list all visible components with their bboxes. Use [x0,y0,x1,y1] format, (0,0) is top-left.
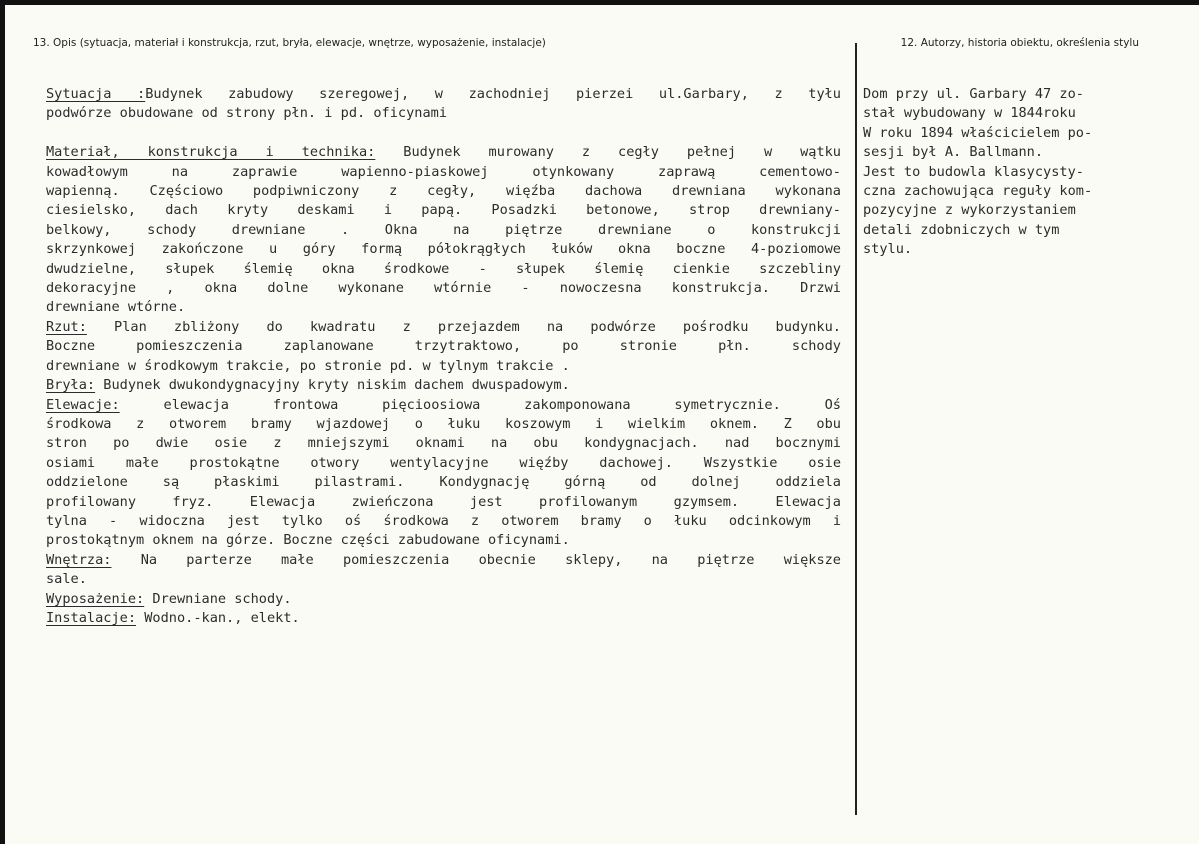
description-line [46,221,841,240]
description-line [46,124,841,143]
description-line [46,415,841,434]
line-text: Budynek dwukondygnacyjny kryty niskim dachem dwuspadowym. [95,377,570,394]
section-label: Sytuacja : [46,86,146,102]
line-text: profilowany fryz. Elewacja zwieńczona jest profilowanym gzymsem. Elewacja [46,493,841,510]
section-label: Instalacje: [46,609,137,626]
line-text: oddzielone są płaskimi pilastrami. Kondygnację górną od dolnej oddziela [46,474,841,491]
line-text: elewacja frontowa pięcioosiowa zakomponowana symetrycznie. Oś [119,396,841,413]
line-text: prostokątnym oknem na górze. Boczne części zabudowane oficynami. [46,532,570,549]
section-label: Rzut: [46,318,87,335]
description-line [46,531,841,550]
history-line: stał wybudowany w 1844roku [863,105,1076,122]
line-text: sale. [46,571,87,588]
line-text: środkowa z otworem bramy wjazdowej o łuku koszowym i wielkim oknem. Z obu [46,415,841,432]
history-line: Dom przy ul. Garbary 47 zo- [863,86,1084,102]
description-line [46,609,841,628]
line-text: Budynek zabudowy szeregowej, w zachodniej pierzei ul.Garbary, z tyłu [145,86,841,102]
section-label: Elewacje: [46,396,120,413]
history-line: W roku 1894 właścicielem po- [863,124,1093,141]
line-text: drewniane w środkowym trakcie, po stronie pd. w tylnym trakcie . [46,357,570,374]
line-text: ciesielsko, dach kryty deskami i papą. Posadzki betonowe, strop drewniany- [46,202,841,219]
description-section-header: 13. Opis (sytuacja, materiał i konstrukcja, rzut, bryła, elewacje, wnętrze, wyposażenie, instalacje) [33,37,546,49]
history-line: sesji był A. Ballmann. [863,144,1044,161]
description-line [46,279,841,298]
description-line [46,318,841,337]
description-line [46,357,841,376]
description-line [46,298,841,317]
description-line [46,201,841,220]
section-label: Wnętrza: [46,551,112,568]
line-text: Wodno.-kan., elekt. [136,609,300,626]
line-text: osiami małe prostokątne otwory wentylacyjne więźby dachowej. Wszystkie osie [46,454,841,471]
description-line [46,473,841,492]
line-text: Drewniane schody. [144,590,292,607]
section-label: Materiał, konstrukcja i technika: [46,144,376,161]
line-text: drewniane wtórne. [46,299,186,316]
line-text: podwórze obudowane od strony płn. i pd. oficynami [46,105,448,122]
description-line [46,512,841,531]
description-line [46,143,841,162]
description-line [46,104,841,123]
line-text: Boczne pomieszczenia zaplanowane trzytraktowo, po stronie płn. schody [46,338,841,355]
line-text: kowadłowym na zaprawie wapienno-piaskowej otynkowany zaprawą cementowo- [46,163,841,180]
description-line [46,493,841,512]
line-text: belkowy, schody drewniane . Okna na piętrze drewniane o konstrukcji [46,221,841,238]
description-line [46,454,841,473]
description-line [46,551,841,570]
history-section-header: 12. Autorzy, historia obiektu, określenia stylu [900,37,1139,49]
description-text [46,85,841,628]
section-label: Wyposażenie: [46,590,145,607]
line-text: dekoracyjne , okna dolne wykonane wtórnie - nowoczesna konstrukcja. Drzwi [46,280,841,297]
line-text: Budynek murowany z cegły pełnej w wątku [375,144,841,161]
description-line [46,163,841,182]
description-line [46,396,841,415]
description-line [46,337,841,356]
history-line: detali zdobniczych w tym [863,221,1060,238]
line-text: Na parterze małe pomieszczenia obecnie sklepy, na piętrze większe [111,551,841,568]
history-line: pozycyjne z wykorzystaniem [863,202,1076,219]
description-line [46,590,841,609]
column-divider [855,43,857,815]
line-text: wapienną. Częściowo podpiwniczony z cegły, więźba dachowa drewniana wykonana [46,183,841,200]
description-line [46,570,841,589]
section-label: Bryła: [46,377,96,394]
description-line [46,260,841,279]
line-text: skrzynkowej zakończone u góry formą półokrągłych łuków okna boczne 4-poziomowe [46,241,841,258]
line-text: Plan zbliżony do kwadratu z przejazdem na podwórze pośrodku budynku. [86,318,841,335]
line-text: dwudzielne, słupek ślemię okna środkowe - słupek ślemię cienkie szczebliny [46,260,841,277]
line-text: stron po dwie osie z mniejszymi oknami na obu kondygnacjach. nad bocznymi [46,435,841,452]
description-line [46,376,841,395]
description-line [46,85,841,104]
history-line: Jest to budowla klasycysty- [863,163,1084,180]
line-text: tylna - widoczna jest tylko oś środkowa z otworem bramy o łuku odcinkowym i [46,512,841,529]
history-line: czna zachowująca reguły kom- [863,183,1093,200]
description-line [46,434,841,453]
description-line [46,182,841,201]
description-line [46,240,841,259]
history-line: stylu. [863,241,913,258]
history-text [863,85,1092,260]
